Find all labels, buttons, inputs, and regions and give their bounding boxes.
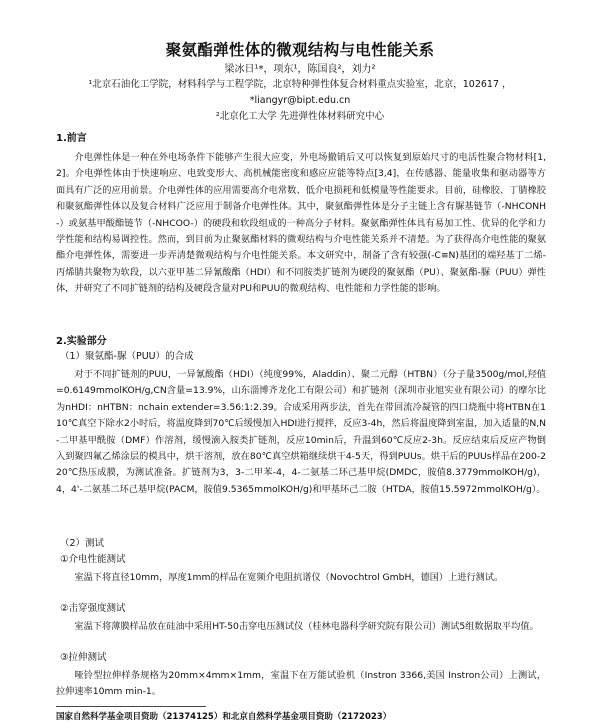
subsection-heading-synthesis: （1）聚氨酯-脲（PUU）的合成 bbox=[60, 351, 194, 362]
footnote-divider bbox=[56, 706, 206, 707]
corresponding-email: *liangyr@bipt.edu.cn bbox=[249, 95, 351, 106]
dielectric-test-paragraph: 室温下将直径10mm，厚度1mm的样品在宽频介电阻抗谱仪（Novochtrol GmbH，德国）上进行测试。 bbox=[74, 572, 504, 583]
paper-title: 聚氨酯弹性体的微观结构与电性能关系 bbox=[165, 41, 435, 59]
funding-footnote: 国家自然科学基金项目资助（21374125）和北京自然科学基金项目资助（2172023） bbox=[56, 712, 392, 722]
synthesis-paragraph: 对于不同扩链剂的PUU，一异氰酸酯（HDI）（纯度99%，Aladdin）、聚二元醇（HTBN）（分子量3500g/mol,羟值=0.6149mmolKOH/g,CN含量=13.9%，山东淄博齐龙化工有限公司）和扩链剂（深圳市业旭实业有限公司）的摩尔比为nHDI：nHTBN：nchain extender=3.56:1:2.39。合成采用两步法，首先在带回流冷凝管的四口烧瓶中将HTBN在110℃真空下除水2小时后，将温度降到70℃后缓慢加入HDI进行搅拌，反应3-4h，然后将温度降到室温，加入适量的N,N-二甲基甲酰胺（DMF）作溶剂，缓慢滴入胺类扩链剂，反应10min后，升温到60℃反应2-3h。反应结束后反应产物倒入到聚四氟乙烯涂层的模具中，烘干溶剂，放在80℃真空烘箱继续烘干4-5天，得到PUUs。烘干后的PUUs样品在200-220℃热压成膜，为测试准备。扩链剂为3，3-二甲苯-4，4-二氨基二环己基甲烷(DMDC，胺值8.3779mmolKOH/g)，4，4'-二氨基二环己基甲烷(PACM，胺值9.5365mmolKOH/g)和甲基环己二胺（HTDA，胺值15.5972mmolKOH/g）。 bbox=[56, 369, 546, 495]
section-heading-introduction: 1.前言 bbox=[56, 133, 87, 144]
section-heading-experimental: 2.实验部分 bbox=[56, 336, 107, 347]
item-heading-dielectric: ①介电性能测试 bbox=[60, 554, 126, 565]
subsection-heading-testing: （2）测试 bbox=[60, 538, 105, 549]
item-heading-breakdown: ②击穿强度测试 bbox=[60, 603, 126, 614]
breakdown-test-paragraph: 室温下将薄膜样品放在硅油中采用HT-50击穿电压测试仪（桂林电器科学研究院有限公司）测试5组数据取平均值。 bbox=[74, 621, 539, 632]
affiliation-1: ¹北京石油化工学院，材料科学与工程学院，北京特种弹性体复合材料重点实验室，北京，102617 ， bbox=[88, 79, 512, 90]
tensile-test-paragraph: 哑铃型拉伸样条规格为20mm×4mm×1mm，室温下在万能试验机（Instron 3366,美国 Instron公司）上测试，拉伸速率10mm min-1。 bbox=[56, 670, 546, 698]
affiliation-2: ²北京化工大学 先进弹性体材料研究中心 bbox=[215, 111, 385, 122]
item-heading-tensile: ③拉伸测试 bbox=[60, 652, 107, 663]
author-list: 梁冰日¹*，项东¹，陈国良²，刘力² bbox=[224, 64, 376, 75]
introduction-paragraph: 介电弹性体是一种在外电场条件下能够产生很大应变，外电场撤销后又可以恢复到原始尺寸的电活性聚合物材料[1,2]。介电弹性体由于快速响应、电致变形大、高机械能密度和感应应能等特点[3,4]，在传感器、能量收集和驱动器等方面具有广泛的应用前景。介电弹性体的应用需要高介电常数、低介电损耗和低模量等性能要求。目前，硅橡胶、丁腈橡胶和聚氨酯弹性体以及复合材料广泛应用于制备介电弹性体。其中，聚氨酯弹性体是分子主链上含有脲基链节（-NHCONH-）或氨基甲酸酯链节（-NHCOO-）的硬段和软段组成的一种高分子材料。聚氨酯弹性体具有易加工性、优异的化学和力学性能和结构易调控性。然而，到目前为止聚氨酯材料的微观结构与介电性能关系并不清楚。为了获得高介电性能的聚氨酯介电弹性体，需要进一步弄清楚微观结构与介电性能关系。本文研究中，制备了含有较强(-C≡N)基团的端羟基丁二烯-丙烯腈共聚物为软段，以六亚甲基二异氰酸酯（HDI）和不同胺类扩链剂为硬段的聚氨酯（PU）、聚氨酯-脲（PUU）弹性体，并研究了不同扩链剂的结构及硬段含量对PU和PUU的微观结构、电性能和力学性能的影响。 bbox=[56, 152, 546, 295]
